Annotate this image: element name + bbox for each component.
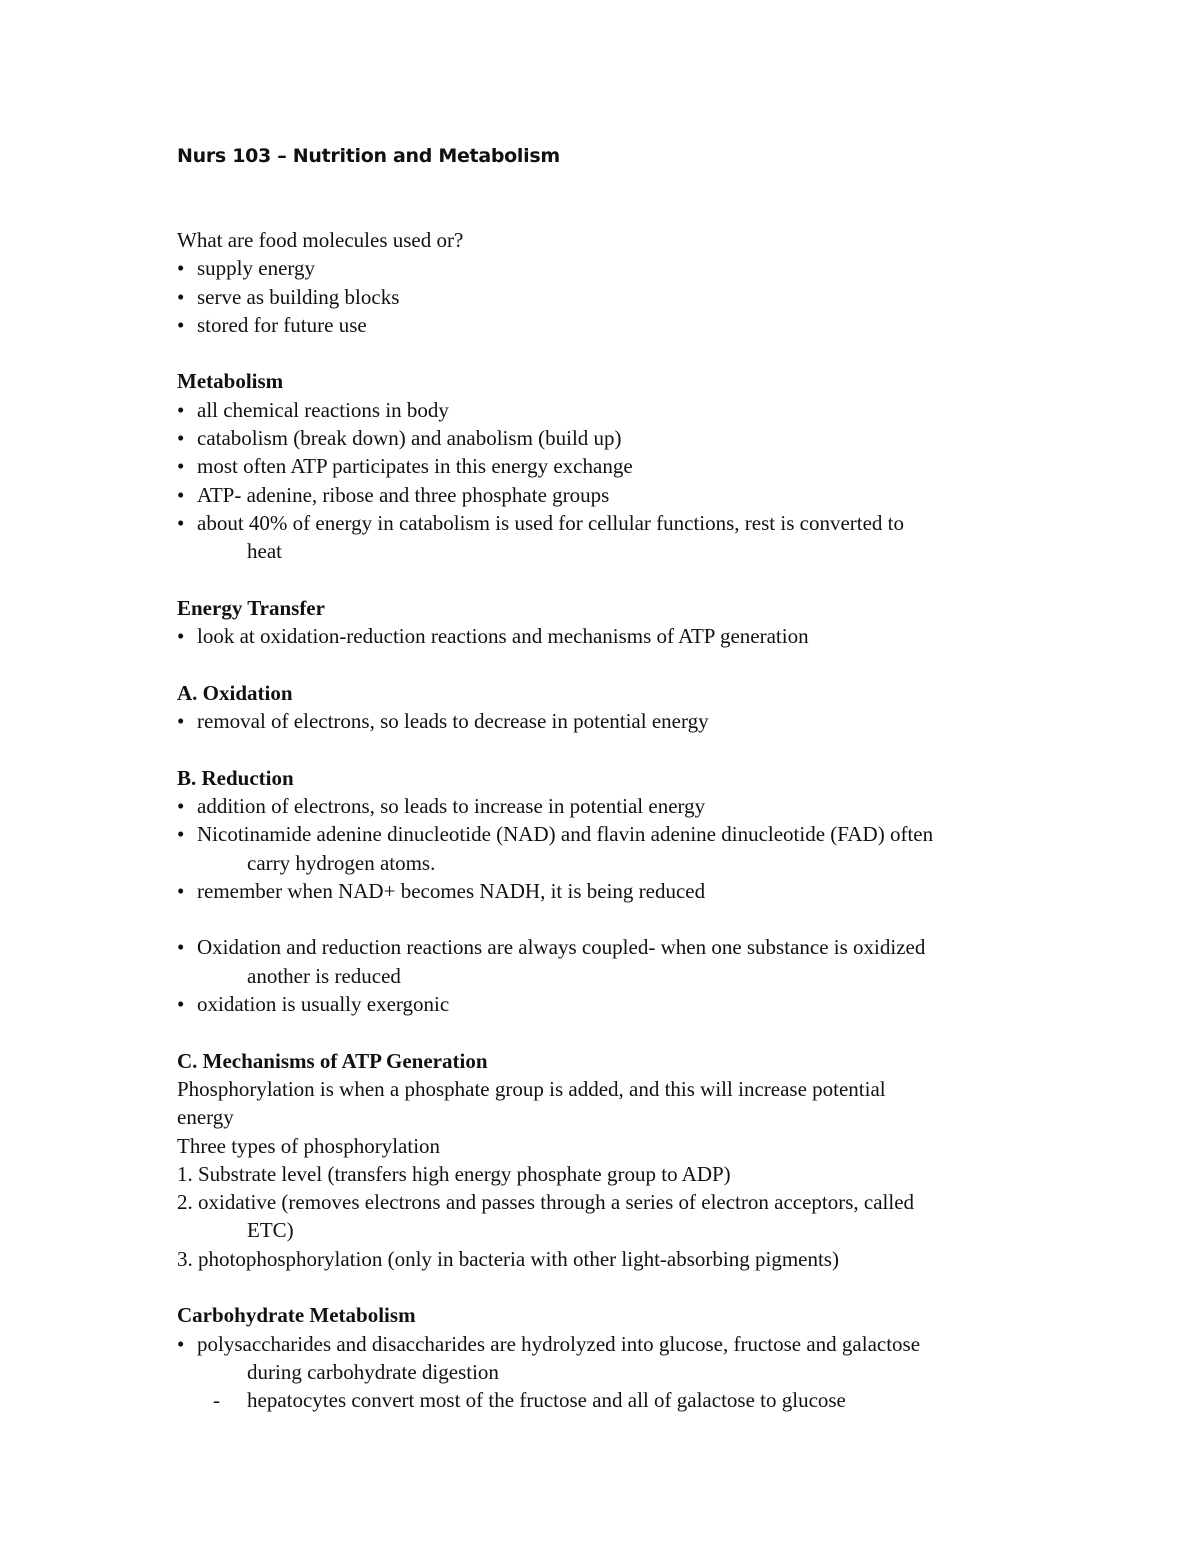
spacer (177, 735, 1037, 763)
section-heading-metabolism: Metabolism (177, 369, 284, 394)
spacer (177, 650, 1037, 678)
metabolism-item: • ATP- adenine, ribose and three phosphate groups (177, 481, 1037, 509)
reduction-item: • Oxidation and reduction reactions are always coupled- when one substance is oxidized (177, 933, 1037, 961)
section-heading-energy-transfer: Energy Transfer (177, 595, 325, 620)
atp-generation-text: Three types of phosphorylation (177, 1133, 441, 1158)
document-title: Nurs 103 – Nutrition and Metabolism (177, 145, 560, 167)
spacer (177, 339, 1037, 367)
reduction-item: • addition of electrons, so leads to increase in potential energy (177, 792, 1037, 820)
spacer (177, 1018, 1037, 1046)
spacer (177, 1273, 1037, 1301)
intro-item: • stored for future use (177, 311, 1037, 339)
atp-generation-text: energy (177, 1105, 234, 1130)
reduction-item-continuation: carry hydrogen atoms. (247, 850, 436, 875)
spacer (177, 172, 1037, 226)
numbered-item: 1. Substrate level (transfers high energy phosphate group to ADP) (177, 1161, 731, 1186)
carbohydrate-item-continuation: during carbohydrate digestion (247, 1359, 499, 1384)
atp-generation-text: Phosphorylation is when a phosphate group is added, and this will increase potential (177, 1076, 886, 1101)
reduction-item: • remember when NAD+ becomes NADH, it is being reduced (177, 877, 1037, 905)
intro-item: • serve as building blocks (177, 283, 1037, 311)
reduction-item: • oxidation is usually exergonic (177, 990, 1037, 1018)
spacer (177, 905, 1037, 933)
metabolism-item: • about 40% of energy in catabolism is used for cellular functions, rest is converted to (177, 509, 1037, 537)
section-heading-oxidation: A. Oxidation (177, 680, 293, 705)
metabolism-item: • all chemical reactions in body (177, 396, 1037, 424)
reduction-item-continuation: another is reduced (247, 963, 401, 988)
carbohydrate-sub-item: - hepatocytes convert most of the fructose and all of galactose to glucose (177, 1386, 1037, 1414)
energy-transfer-item: • look at oxidation-reduction reactions and mechanisms of ATP generation (177, 622, 1037, 650)
carbohydrate-item: • polysaccharides and disaccharides are hydrolyzed into glucose, fructose and galactose (177, 1330, 1037, 1358)
intro-item: • supply energy (177, 254, 1037, 282)
numbered-item-continuation: ETC) (247, 1218, 294, 1243)
section-heading-carbohydrate: Carbohydrate Metabolism (177, 1303, 416, 1328)
section-heading-atp-generation: C. Mechanisms of ATP Generation (177, 1048, 488, 1073)
oxidation-item: • removal of electrons, so leads to decrease in potential energy (177, 707, 1037, 735)
numbered-item: 2. oxidative (removes electrons and passes through a series of electron acceptors, called (177, 1190, 915, 1215)
numbered-item: 3. photophosphorylation (only in bacteria with other light-absorbing pigments) (177, 1246, 839, 1271)
metabolism-item-continuation: heat (247, 539, 282, 564)
reduction-item: • Nicotinamide adenine dinucleotide (NAD) and flavin adenine dinucleotide (FAD) often (177, 820, 1037, 848)
spacer (177, 566, 1037, 594)
section-heading-reduction: B. Reduction (177, 765, 294, 790)
metabolism-item: • most often ATP participates in this energy exchange (177, 452, 1037, 480)
metabolism-item: • catabolism (break down) and anabolism (build up) (177, 424, 1037, 452)
document-page (177, 140, 1037, 1414)
intro-question: What are food molecules used or? (177, 228, 464, 252)
